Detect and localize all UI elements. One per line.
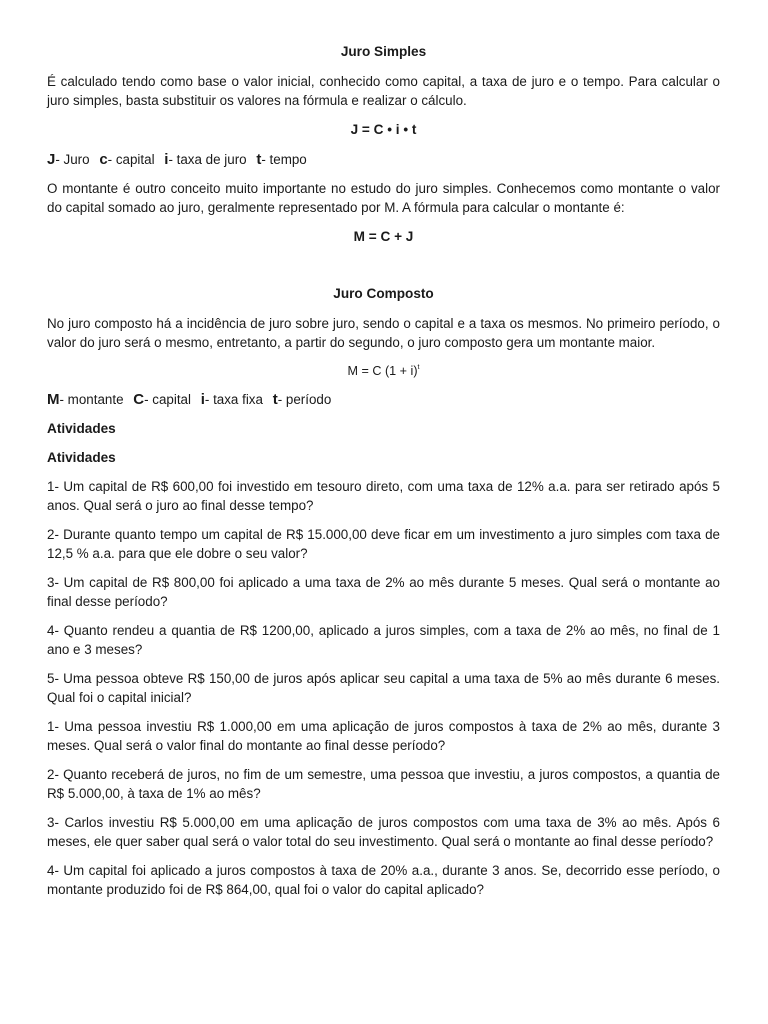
- juro-composto-formula: [47, 362, 720, 381]
- section-title-juro-composto: Juro Composto: [333, 286, 434, 301]
- section-spacer: [47, 257, 720, 284]
- legend-text: - capital: [144, 392, 191, 407]
- question-item: 2- Quanto receberá de juros, no fim de um semestre, uma pessoa que investiu, a juros compostos, a quantia de R$ 5.000,00, à taxa de 1% ao mês?: [47, 767, 720, 801]
- formula-base: M = C (1 + i): [347, 364, 418, 378]
- section-title-juro-simples: Juro Simples: [340, 44, 427, 59]
- legend-symbol: M: [47, 391, 60, 408]
- legend-symbol: c: [99, 151, 108, 168]
- juro-simples-legend: [47, 150, 720, 169]
- juro-simples-intro: É calculado tendo como base o valor inicial, conhecido como capital, a taxa de juro e o tempo. Para calcular o juro simples, basta substituir os valores na fórmula e realizar o cálculo.: [47, 74, 720, 108]
- legend-item-capital: [99, 152, 154, 167]
- formula-exponent: t: [417, 364, 420, 371]
- montante-formula: M = C + J: [353, 229, 414, 244]
- activities-heading-repeat: Atividades: [47, 450, 116, 465]
- legend-item-tempo: [256, 152, 306, 167]
- legend-symbol: t: [256, 151, 262, 168]
- legend-symbol: J: [47, 151, 56, 168]
- juro-simples-formula: J = C • i • t: [350, 122, 417, 137]
- activities-heading: Atividades: [47, 421, 116, 436]
- legend-item-taxa-fixa: [201, 392, 263, 407]
- question-item: 1- Um capital de R$ 600,00 foi investido em tesouro direto, com uma taxa de 12% a.a. para ser retirado após 5 anos. Qual será o juro ao final desse tempo?: [47, 479, 720, 513]
- question-item: 3- Carlos investiu R$ 5.000,00 em uma aplicação de juros compostos com uma taxa de 3% ao mês. Após 6 meses, ele quer saber qual será o valor total do seu investimento. Qual será o montante ao final desse período?: [47, 815, 720, 849]
- legend-symbol: t: [272, 391, 278, 408]
- legend-item-juro: [47, 152, 90, 167]
- legend-text: - período: [277, 392, 332, 407]
- legend-item-taxa: [164, 152, 246, 167]
- question-item: 4- Um capital foi aplicado a juros compostos à taxa de 20% a.a., durante 3 anos. Se, decorrido esse período, o montante produzido foi de R$ 864,00, qual foi o valor do capital aplicado?: [47, 863, 720, 897]
- legend-text: - taxa de juro: [168, 152, 247, 167]
- legend-text: - Juro: [55, 152, 90, 167]
- legend-symbol: C: [133, 391, 145, 408]
- juro-composto-intro: No juro composto há a incidência de juro sobre juro, sendo o capital e a taxa os mesmos. No primeiro período, o valor do juro será o mesmo, entretanto, a partir do segundo, o juro composto gera um montante maior.: [47, 316, 720, 350]
- question-item: 2- Durante quanto tempo um capital de R$ 15.000,00 deve ficar em um investimento a juro simples com taxa de 12,5 % a.a. para que ele dobre o seu valor?: [47, 527, 720, 561]
- legend-item-periodo: [273, 392, 332, 407]
- legend-symbol: i: [164, 151, 169, 168]
- juro-composto-legend: [47, 390, 720, 409]
- legend-item-capital: [133, 392, 191, 407]
- question-item: 5- Uma pessoa obteve R$ 150,00 de juros após aplicar seu capital a uma taxa de 5% ao mês durante 6 meses. Qual foi o capital inicial?: [47, 671, 720, 705]
- legend-text: - tempo: [261, 152, 307, 167]
- legend-text: - montante: [59, 392, 124, 407]
- question-item: 1- Uma pessoa investiu R$ 1.000,00 em uma aplicação de juros compostos à taxa de 2% ao mês, durante 3 meses. Qual será o valor final do montante ao final desse período?: [47, 719, 720, 753]
- question-item: 3- Um capital de R$ 800,00 foi aplicado a uma taxa de 2% ao mês durante 5 meses. Qual será o montante ao final desse período?: [47, 575, 720, 609]
- legend-text: - taxa fixa: [204, 392, 263, 407]
- question-item: 4- Quanto rendeu a quantia de R$ 1200,00, aplicado a juros simples, com a taxa de 2% ao mês, no final de 1 ano e 3 meses?: [47, 623, 720, 657]
- montante-explanation: O montante é outro conceito muito importante no estudo do juro simples. Conhecemos como montante o valor do capital somado ao juro, geralmente representado por M. A fórmula para calcular o montante é:: [47, 181, 720, 215]
- legend-symbol: i: [200, 391, 205, 408]
- legend-item-montante: [47, 392, 124, 407]
- legend-text: - capital: [107, 152, 155, 167]
